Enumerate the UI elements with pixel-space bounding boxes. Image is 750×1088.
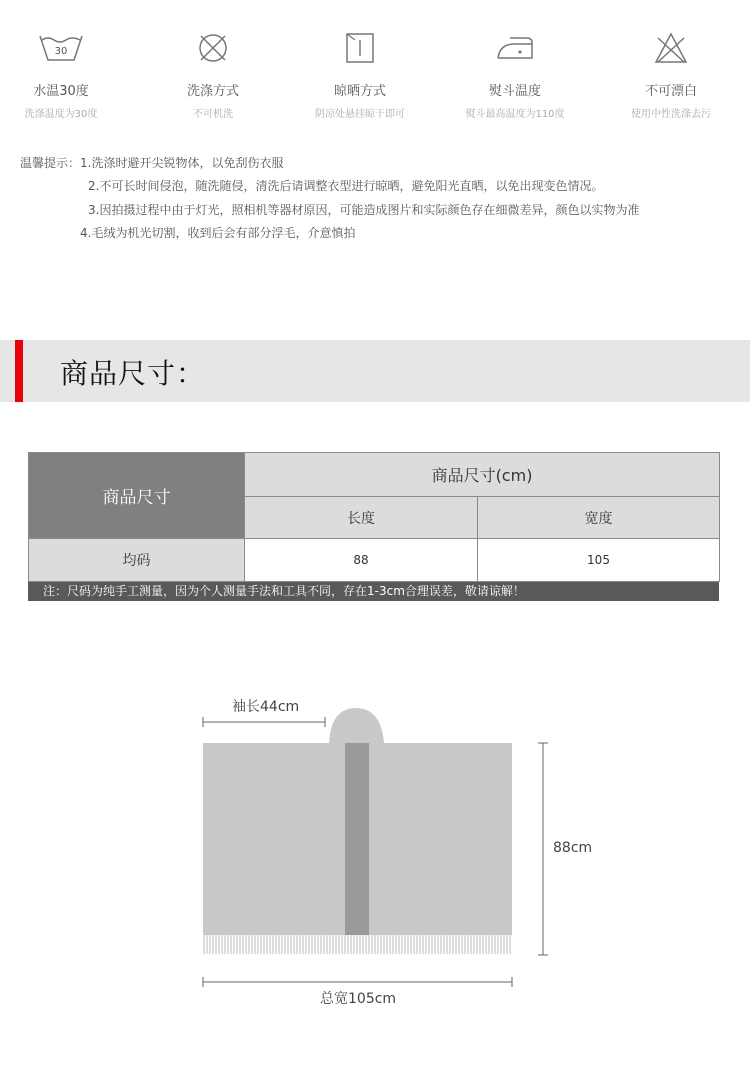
no-machine-wash-icon [188,30,238,66]
height-label: 88cm [553,840,593,856]
care-title: 熨斗温度 [488,84,541,99]
sleeve-length-label: 袖长44cm [232,699,300,715]
care-subtitle: 熨斗最高温度为110度 [465,109,565,120]
care-title: 不可漂白 [644,84,697,99]
size-group-header: 商品尺寸(cm) [245,453,720,497]
care-item-drying [285,30,435,120]
length-value: 88 [245,539,478,582]
column-header-length: 长度 [245,497,478,539]
svg-text:30: 30 [54,46,68,57]
care-title: 晾晒方式 [333,84,386,99]
section-title: 商品尺寸： [60,357,206,390]
size-row-header: 商品尺寸 [29,453,245,539]
care-subtitle: 阴凉处悬挂晾干即可 [315,109,405,120]
section-header [0,340,750,402]
tip-line-2: 2.不可长时间侵泡，随洗随侵，清洗后请调整衣型进行晾晒，避免阳光直晒，以免出现变色情况。 [88,179,604,193]
table-row [29,539,720,582]
size-table [28,452,720,582]
no-bleach-icon [646,30,696,66]
care-item-iron [440,30,590,120]
tip-line-3: 3.因拍摄过程中由于灯光，照相机等器材原因，可能造成图片和实际颜色存在细微差异，颜色以实物为准 [88,203,640,217]
care-subtitle: 不可机洗 [193,109,233,120]
care-item-wash-method [138,30,288,120]
garment-illustration [0,690,750,1020]
wash-30-icon [36,30,86,66]
care-item-water-temp [0,30,136,120]
care-title: 洗涤方式 [186,84,239,99]
measurement-note: 注：尺码为纯手工测量，因为个人测量手法和工具不同，存在1-3cm合理误差，敬请谅解！ [28,582,719,601]
iron-icon [490,30,540,66]
care-subtitle: 洗涤温度为30度 [24,109,98,120]
width-value: 105 [478,539,720,582]
row-label: 均码 [29,539,245,582]
tip-line-4: 4.毛绒为机光切割，收到后会有部分浮毛，介意慎拍 [80,226,356,240]
center-stripe [345,743,369,935]
care-title: 水温30度 [33,84,89,99]
size-diagram [0,690,750,1020]
accent-bar [15,340,23,402]
line-dry-icon [335,30,385,66]
care-instructions [0,0,750,140]
care-subtitle: 使用中性洗涤去污 [631,109,711,120]
width-label: 总宽105cm [320,991,397,1007]
care-item-bleach [596,30,746,120]
fringe [204,935,510,954]
hood-shape [329,708,384,743]
tip-line-1: 温馨提示：1.洗涤时避开尖锐物体，以免刮伤衣服 [20,156,284,170]
column-header-width: 宽度 [478,497,720,539]
